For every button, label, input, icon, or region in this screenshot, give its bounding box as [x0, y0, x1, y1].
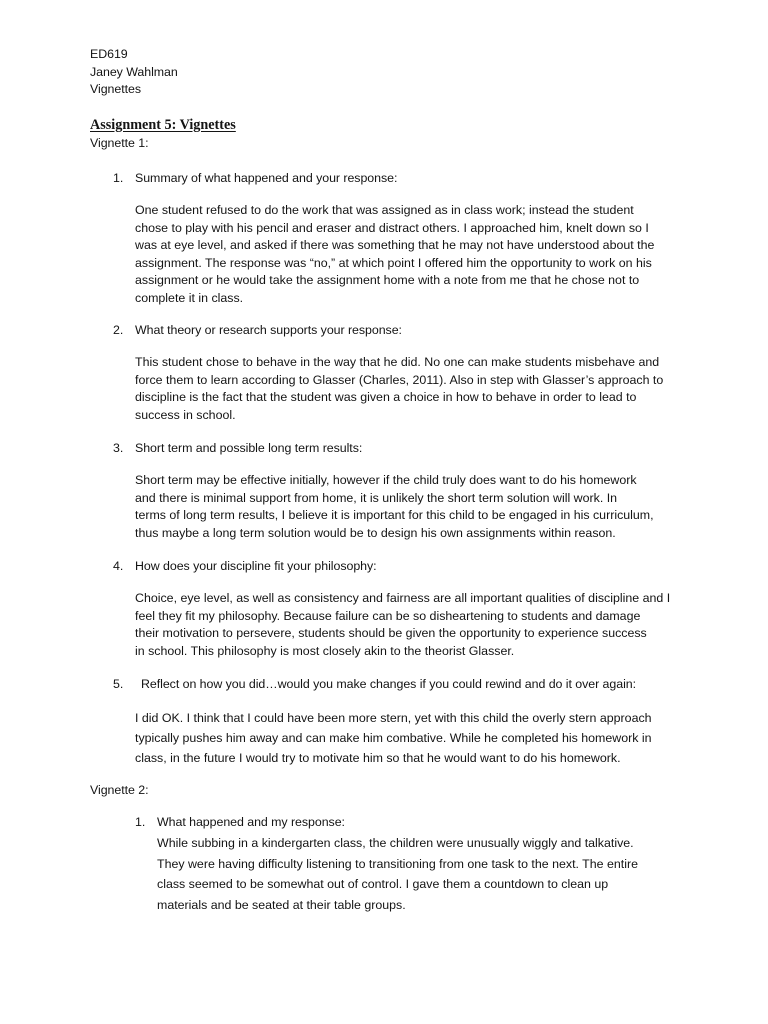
item-number: 2. [113, 323, 124, 337]
answer-line: was at eye level, and asked if there was something that he may not have understood about the [135, 238, 655, 253]
item-question: Short term and possible long term results: [135, 441, 363, 455]
answer-line: materials and be seated at their table groups. [157, 897, 406, 912]
answer-line: One student refused to do the work that was assigned as in class work; instead the student [135, 203, 634, 217]
vignette-2-label: Vignette 2: [90, 783, 149, 797]
answer-line: force them to learn according to Glasser (Charles, 2011). Also in step with Glasser’s approach to [135, 372, 664, 387]
answer-line: assignment. The response was “no,” at which point I offered him the opportunity to work on his [135, 255, 652, 270]
item-answer [157, 833, 638, 915]
item-question: What happened and my response: [157, 815, 345, 829]
item-question: Reflect on how you did…would you make changes if you could rewind and do it over again: [141, 677, 637, 691]
item-answer [135, 202, 654, 308]
item-number: 4. [113, 559, 124, 573]
item-question: How does your discipline fit your philosophy: [135, 559, 377, 573]
answer-line: While subbing in a kindergarten class, the children were unusually wiggly and talkative. [157, 836, 634, 850]
answer-line: chose to play with his pencil and eraser and distract others. I approached him, knelt down so I [135, 220, 649, 235]
answer-line: success in school. [135, 407, 236, 422]
answer-line: thus maybe a long term solution would be to design his own assignments within reason. [135, 525, 616, 540]
answer-line: their motivation to persevere, students should be given the opportunity to experience success [135, 626, 647, 641]
assignment-title: Assignment 5: Vignettes [90, 117, 236, 133]
answer-line: Choice, eye level, as well as consistency and fairness are all important qualities of discipline and I [135, 591, 671, 605]
course-code: ED619 [90, 47, 128, 61]
answer-line: class, in the future I would try to motivate him so that he would want to do his homework. [135, 751, 621, 765]
answer-line: terms of long term results, I believe it is important for this child to be engaged in his curriculum, [135, 508, 654, 523]
answer-line: in school. This philosophy is most closely akin to the theorist Glasser. [135, 643, 515, 658]
answer-line: This student chose to behave in the way that he did. No one can make students misbehave and [135, 355, 660, 369]
item-number: 5. [113, 677, 124, 691]
item-number: 1. [113, 171, 124, 185]
answer-line: complete it in class. [135, 290, 244, 305]
author-name: Janey Wahlman [90, 65, 178, 79]
document-topic: Vignettes [90, 82, 141, 96]
answer-line: class seemed to be somewhat out of control. I gave them a countdown to clean up [157, 877, 609, 891]
answer-line: Short term may be effective initially, however if the child truly does want to do his homework [135, 473, 637, 487]
answer-line: I did OK. I think that I could have been more stern, yet with this child the overly stern approach [135, 711, 652, 725]
answer-line: discipline is the fact that the student was given a choice in how to behave in order to lead to [135, 390, 637, 405]
item-answer [135, 590, 670, 660]
item-answer [135, 354, 663, 424]
item-question: Summary of what happened and your response: [135, 171, 398, 185]
item-question: What theory or research supports your response: [135, 323, 402, 337]
item-number: 1. [135, 815, 146, 829]
answer-line: assignment or he would take the assignment home with a note from me that he chose not to [135, 273, 640, 288]
answer-line: feel they fit my philosophy. Because failure can be so disheartening to students and damage [135, 608, 641, 623]
answer-line: and there is minimal support from home, it is unlikely the short term solution will work. In [135, 490, 618, 505]
item-number: 3. [113, 441, 124, 455]
vignette-1-label: Vignette 1: [90, 136, 149, 150]
item-answer [135, 708, 652, 768]
answer-line: They were having difficulty listening to transitioning from one task to the next. The entire [157, 856, 638, 871]
answer-line: typically pushes him away and can make him combative. While he completed his homework in [135, 731, 652, 745]
item-answer [135, 472, 654, 542]
